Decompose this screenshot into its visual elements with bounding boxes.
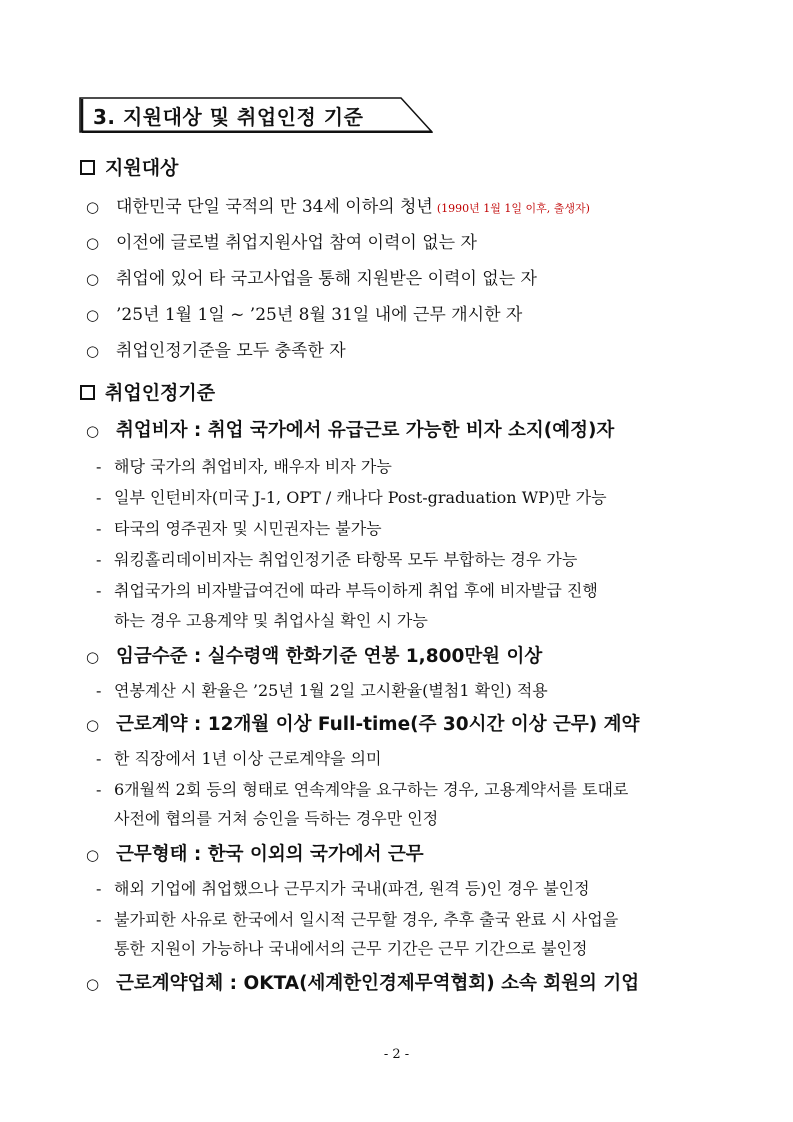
- section-heading-eligibility: [80, 153, 178, 180]
- section-label: 취업인정기준: [105, 382, 216, 404]
- item-text: 취업에 있어 타 국고사업을 통해 지원받은 이력이 없는 자: [116, 269, 537, 289]
- criteria-title: 근무형태 : 한국 이외의 국가에서 근무: [116, 844, 424, 865]
- list-item: [86, 228, 477, 253]
- sub-item: [96, 578, 598, 601]
- sub-item-continuation: 하는 경우 고용계약 및 취업사실 확인 시 가능: [114, 611, 428, 630]
- sub-text: 취업국가의 비자발급여건에 따라 부득이하게 취업 후에 비자발급 진행: [114, 581, 598, 600]
- sub-text: 불가피한 사유로 한국에서 일시적 근무할 경우, 추후 출국 완료 시 사업을: [114, 910, 619, 929]
- sub-text: 워킹홀리데이비자는 취업인정기준 타항목 모두 부합하는 경우 가능: [114, 550, 578, 569]
- circle-bullet-icon: ○: [86, 342, 100, 360]
- item-text: ’25년 1월 1일 ~ ’25년 8월 31일 내에 근무 개시한 자: [116, 305, 523, 325]
- section-heading-criteria: [80, 378, 215, 405]
- list-item: [86, 192, 590, 217]
- criteria-title: 근로계약업체 : OKTA(세계한인경제무역협회) 소속 회원의 기업: [116, 973, 640, 994]
- circle-bullet-icon: ○: [86, 306, 100, 324]
- sub-item: [96, 485, 607, 508]
- criteria-employer: [86, 969, 639, 995]
- circle-bullet-icon: ○: [86, 975, 100, 993]
- item-text: 이전에 글로벌 취업지원사업 참여 이력이 없는 자: [116, 233, 477, 253]
- dash-bullet-icon: -: [96, 780, 102, 799]
- list-item: [86, 336, 346, 361]
- list-item: [86, 264, 537, 289]
- circle-bullet-icon: ○: [86, 198, 100, 216]
- sub-text: 6개월씩 2회 등의 형태로 연속계약을 요구하는 경우, 고용계약서를 토대로: [114, 780, 629, 799]
- criteria-title: 취업비자 : 취업 국가에서 유급근로 가능한 비자 소지(예정)자: [116, 420, 615, 441]
- dash-bullet-icon: -: [96, 749, 102, 768]
- dash-bullet-icon: -: [96, 550, 102, 569]
- sub-item: [96, 907, 618, 930]
- dash-bullet-icon: -: [96, 581, 102, 600]
- sub-item: [96, 547, 577, 570]
- dash-bullet-icon: -: [96, 519, 102, 538]
- checkbox-square-icon: [80, 160, 95, 175]
- page-title: 3. 지원대상 및 취업인정 기준: [93, 105, 364, 129]
- sub-item: [96, 678, 548, 701]
- sub-text: 일부 인턴비자(미국 J-1, OPT / 캐나다 Post-graduation WP)만 가능: [114, 488, 607, 507]
- criteria-worktype: [86, 840, 424, 866]
- sub-item: [96, 876, 590, 899]
- circle-bullet-icon: ○: [86, 270, 100, 288]
- criteria-contract: [86, 710, 639, 736]
- item-text: 취업인정기준을 모두 충족한 자: [116, 341, 346, 361]
- checkbox-square-icon: [80, 385, 95, 400]
- dash-bullet-icon: -: [96, 879, 102, 898]
- sub-text: 타국의 영주권자 및 시민권자는 불가능: [114, 519, 382, 538]
- sub-item: [96, 454, 392, 477]
- dash-bullet-icon: -: [96, 457, 102, 476]
- circle-bullet-icon: ○: [86, 648, 100, 666]
- section-label: 지원대상: [105, 157, 179, 179]
- item-text: 대한민국 단일 국적의 만 34세 이하의 청년: [116, 197, 433, 217]
- sub-text: 연봉계산 시 환율은 ’25년 1월 2일 고시환율(별첨1 확인) 적용: [114, 681, 548, 700]
- circle-bullet-icon: ○: [86, 716, 100, 734]
- section-title-box: [79, 97, 433, 133]
- criteria-title: 근로계약 : 12개월 이상 Full-time(주 30시간 이상 근무) 계약: [116, 714, 640, 735]
- sub-text: 해당 국가의 취업비자, 배우자 비자 가능: [114, 457, 392, 476]
- birth-note: (1990년 1월 1일 이후, 출생자): [436, 202, 590, 215]
- sub-text: 한 직장에서 1년 이상 근로계약을 의미: [114, 749, 382, 768]
- sub-text: 해외 기업에 취업했으나 근무지가 국내(파견, 원격 등)인 경우 불인정: [114, 879, 590, 898]
- circle-bullet-icon: ○: [86, 846, 100, 864]
- sub-item: [96, 746, 381, 769]
- circle-bullet-icon: ○: [86, 234, 100, 252]
- sub-item-continuation: 사전에 협의를 거쳐 승인을 득하는 경우만 인정: [114, 809, 439, 828]
- dash-bullet-icon: -: [96, 910, 102, 929]
- criteria-title: 임금수준 : 실수령액 한화기준 연봉 1,800만원 이상: [116, 646, 543, 667]
- sub-item: [96, 516, 382, 539]
- dash-bullet-icon: -: [96, 488, 102, 507]
- circle-bullet-icon: ○: [86, 422, 100, 440]
- criteria-wage: [86, 642, 542, 668]
- dash-bullet-icon: -: [96, 681, 102, 700]
- list-item: [86, 300, 522, 325]
- sub-item-continuation: 통한 지원이 가능하나 국내에서의 근무 기간은 근무 기간으로 불인정: [114, 939, 588, 958]
- criteria-visa: [86, 416, 614, 442]
- page-number: - 2 -: [383, 1047, 410, 1062]
- sub-item: [96, 777, 628, 800]
